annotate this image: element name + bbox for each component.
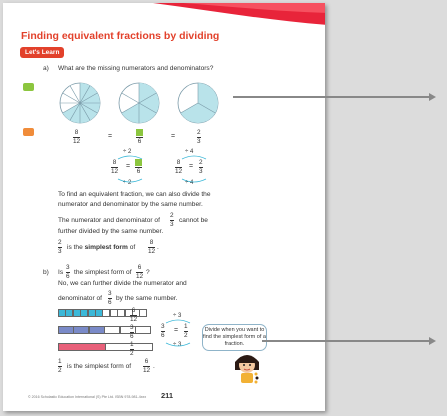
- equals-sign: =: [171, 133, 176, 140]
- copyright-footer: © 2016 Scholastic Education International (S) Pte Ltd. ISBN 978-981-4xxx: [28, 395, 147, 399]
- textbook-page: [3, 3, 325, 411]
- fraction-8-12: 8 12: [175, 159, 183, 175]
- pointer-line: [262, 340, 431, 342]
- fraction-6-12: 6 12: [130, 307, 138, 323]
- fraction-bar-sixths: [58, 326, 150, 334]
- fraction-8-12: 8 12: [111, 159, 119, 175]
- equals-sign: =: [126, 163, 131, 170]
- answer-line: by the same number.: [116, 295, 178, 302]
- fraction-2-3: 2 3: [58, 239, 62, 255]
- fraction-1-2: 1 2: [58, 358, 62, 374]
- fraction-missing-6: 6: [136, 129, 143, 145]
- circle-thirds: [178, 83, 218, 123]
- simplest-form-text: is the simplest form of: [67, 244, 136, 251]
- explanation-line: To find an equivalent fraction, we can also divide the: [58, 191, 211, 198]
- fraction-bar-cell: [139, 309, 147, 317]
- divide-label-bottom: ÷ 4: [185, 180, 194, 186]
- fraction-3-6: 3 6: [66, 264, 70, 280]
- part-a-label: a): [43, 65, 49, 72]
- divide-arrows: [163, 317, 193, 349]
- divide-label-bottom: ÷ 3: [173, 342, 182, 348]
- fraction-6-12: 6 12: [143, 358, 151, 374]
- fraction-8-12: 8 12: [148, 239, 156, 255]
- question-mark: ?: [146, 269, 150, 276]
- fraction-1-2: 1 2: [184, 323, 188, 339]
- girl-character-icon: [231, 348, 263, 392]
- fraction-circles: [59, 81, 219, 126]
- fraction-1-2: 1 2: [130, 341, 134, 357]
- fraction-2-3: 2 3: [199, 159, 203, 175]
- fraction-bar-cell: [58, 326, 74, 334]
- fraction-bar-halves: [58, 343, 153, 351]
- fraction-2-3: 2 3: [170, 212, 174, 228]
- part-b-label: b): [43, 269, 49, 276]
- part-a-question: What are the missing numerators and denominators?: [58, 65, 214, 72]
- pointer-line: [233, 96, 431, 98]
- equals-sign: =: [189, 163, 194, 170]
- divide-label-top: ÷ 2: [123, 149, 132, 155]
- fraction-bar-cell: [104, 326, 120, 334]
- explanation-line: further divided by the same number.: [58, 228, 164, 235]
- fraction-3-6: 3 6: [161, 323, 165, 339]
- explanation-line: cannot be: [179, 217, 208, 224]
- fraction-bar-cell: [135, 326, 151, 334]
- part-b-question-start: Is: [58, 269, 64, 276]
- missing-numerator-box[interactable]: [136, 129, 143, 136]
- fraction-3-6: 3 6: [108, 290, 112, 306]
- equals-sign: =: [174, 327, 179, 334]
- fraction-2-3: 2 3: [197, 129, 201, 145]
- arrow-right-icon: [429, 337, 436, 345]
- header-ribbon: [153, 3, 325, 27]
- circle-twelfths: [60, 83, 100, 123]
- fraction-6-12: 6 12: [136, 264, 144, 280]
- explanation-line: The numerator and denominator of: [58, 217, 160, 224]
- circle-sixths: [119, 83, 159, 123]
- fraction-3-6: 3 6: [130, 324, 134, 340]
- divide-label-top: ÷ 3: [173, 313, 182, 319]
- divide-label-top: ÷ 4: [185, 149, 194, 155]
- fraction-8-12: 8 12: [73, 129, 81, 145]
- fraction-bar-cell: [58, 343, 106, 351]
- fraction-missing-6: 6: [135, 159, 142, 175]
- page-number: 211: [161, 391, 174, 400]
- explanation-line: numerator and denominator by the same number.: [58, 201, 203, 208]
- page-title: Finding equivalent fractions by dividing: [21, 30, 220, 42]
- worksheet-icon: [23, 128, 34, 136]
- divide-arrows: [115, 153, 145, 185]
- fraction-bar-cell: [73, 326, 89, 334]
- period: .: [153, 363, 155, 370]
- divide-arrows: [179, 153, 209, 185]
- fraction-bar-cell: [89, 326, 105, 334]
- conclusion-text: is the simplest form of: [67, 363, 132, 370]
- lets-learn-badge: Let's Learn: [20, 47, 64, 58]
- equals-sign: =: [108, 133, 113, 140]
- divide-label-bottom: ÷ 2: [123, 180, 132, 186]
- answer-line: denominator of: [58, 295, 102, 302]
- part-b-question: the simplest form of: [74, 269, 132, 276]
- activity-icon: [23, 83, 34, 91]
- answer-line: No, we can further divide the numerator and: [58, 280, 187, 287]
- speech-bubble: Divide when you want to find the simplest form of a fraction.: [202, 324, 267, 351]
- period: .: [157, 244, 159, 251]
- arrow-right-icon: [429, 93, 436, 101]
